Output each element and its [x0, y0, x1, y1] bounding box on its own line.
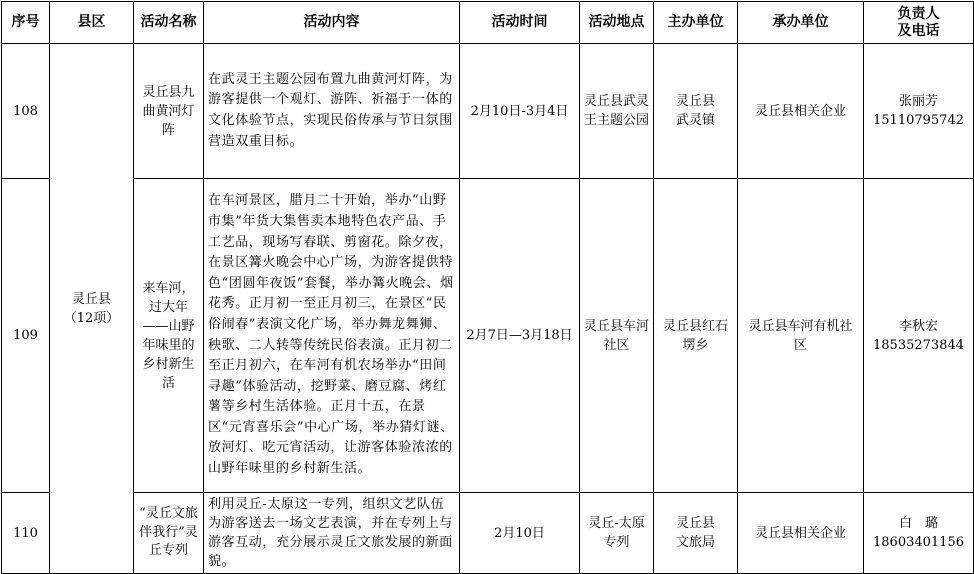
activity-table: [1, 1, 974, 574]
activity-name: 灵丘县九曲黄河灯阵: [134, 44, 204, 179]
county-cell: 灵丘县 （12项）: [50, 44, 134, 574]
contact: 李秋宏 18535273844: [864, 179, 974, 493]
host-unit: 灵丘县 武灵镇: [654, 44, 738, 179]
activity-time: 2月10日-3月4日: [460, 44, 580, 179]
activity-time: 2月7日—3月18日: [460, 179, 580, 493]
activity-place: 灵丘县武灵王主题公园: [580, 44, 654, 179]
table-row: [2, 493, 974, 574]
organizer-unit: 灵丘县相关企业: [738, 493, 864, 574]
header-place: 活动地点: [580, 2, 654, 44]
table-row: [2, 44, 974, 179]
header-content: 活动内容: [204, 2, 460, 44]
header-time: 活动时间: [460, 2, 580, 44]
host-unit: 灵丘县红石塄乡: [654, 179, 738, 493]
activity-place: 灵丘-太原专列: [580, 493, 654, 574]
contact: 白 璐 18603401156: [864, 493, 974, 574]
header-no: 序号: [2, 2, 50, 44]
row-number: 110: [2, 493, 50, 574]
header-contact: 负责人 及电话: [864, 2, 974, 44]
organizer-unit: 灵丘县相关企业: [738, 44, 864, 179]
header-county: 县区: [50, 2, 134, 44]
activity-content: 利用灵丘-太原这一专列，组织文艺队伍为游客送去一场文艺表演，并在专列上与游客互动，充分展示灵丘文旅发展的新面貌。: [204, 493, 460, 574]
row-number: 108: [2, 44, 50, 179]
contact: 张丽芳 15110795742: [864, 44, 974, 179]
organizer-unit: 灵丘县车河有机社区: [738, 179, 864, 493]
row-number: 109: [2, 179, 50, 493]
activity-time: 2月10日: [460, 493, 580, 574]
header-row: [2, 2, 974, 44]
activity-content: 在车河景区，腊月二十开始，举办“山野市集”年货大集售卖本地特色农产品、手工艺品，现场写春联、剪窗花。除夕夜，在景区篝火晚会中心广场，为游客提供特色“团圆年夜饭”套餐，举办篝火晚会、烟花秀。正月初一至正月初三，在景区“民俗闹春”表演文化广场，举办舞龙舞狮、秧歌、二人转等传统民俗表演。正月初二至正月初六，在车河有机农场举办“田间寻趣”体验活动，挖野菜、磨豆腐、烤红薯等乡村生活体验。正月十五，在景区“元宵喜乐会”中心广场，举办猜灯谜、放河灯、吃元宵活动，让游客体验浓浓的山野年味里的乡村新生活。: [204, 179, 460, 493]
header-organizer: 承办单位: [738, 2, 864, 44]
table-row: [2, 179, 974, 493]
activity-name: 来车河，过大年——山野年味里的乡村新生活: [134, 179, 204, 493]
activity-place: 灵丘县车河社区: [580, 179, 654, 493]
header-host: 主办单位: [654, 2, 738, 44]
header-name: 活动名称: [134, 2, 204, 44]
host-unit: 灵丘县 文旅局: [654, 493, 738, 574]
activity-name: “灵丘文旅伴我行”灵丘专列: [134, 493, 204, 574]
activity-content: 在武灵王主题公园布置九曲黄河灯阵，为游客提供一个观灯、游阵、祈福于一体的文化体验节点，实现民俗传承与节日氛围营造双重目标。: [204, 44, 460, 179]
